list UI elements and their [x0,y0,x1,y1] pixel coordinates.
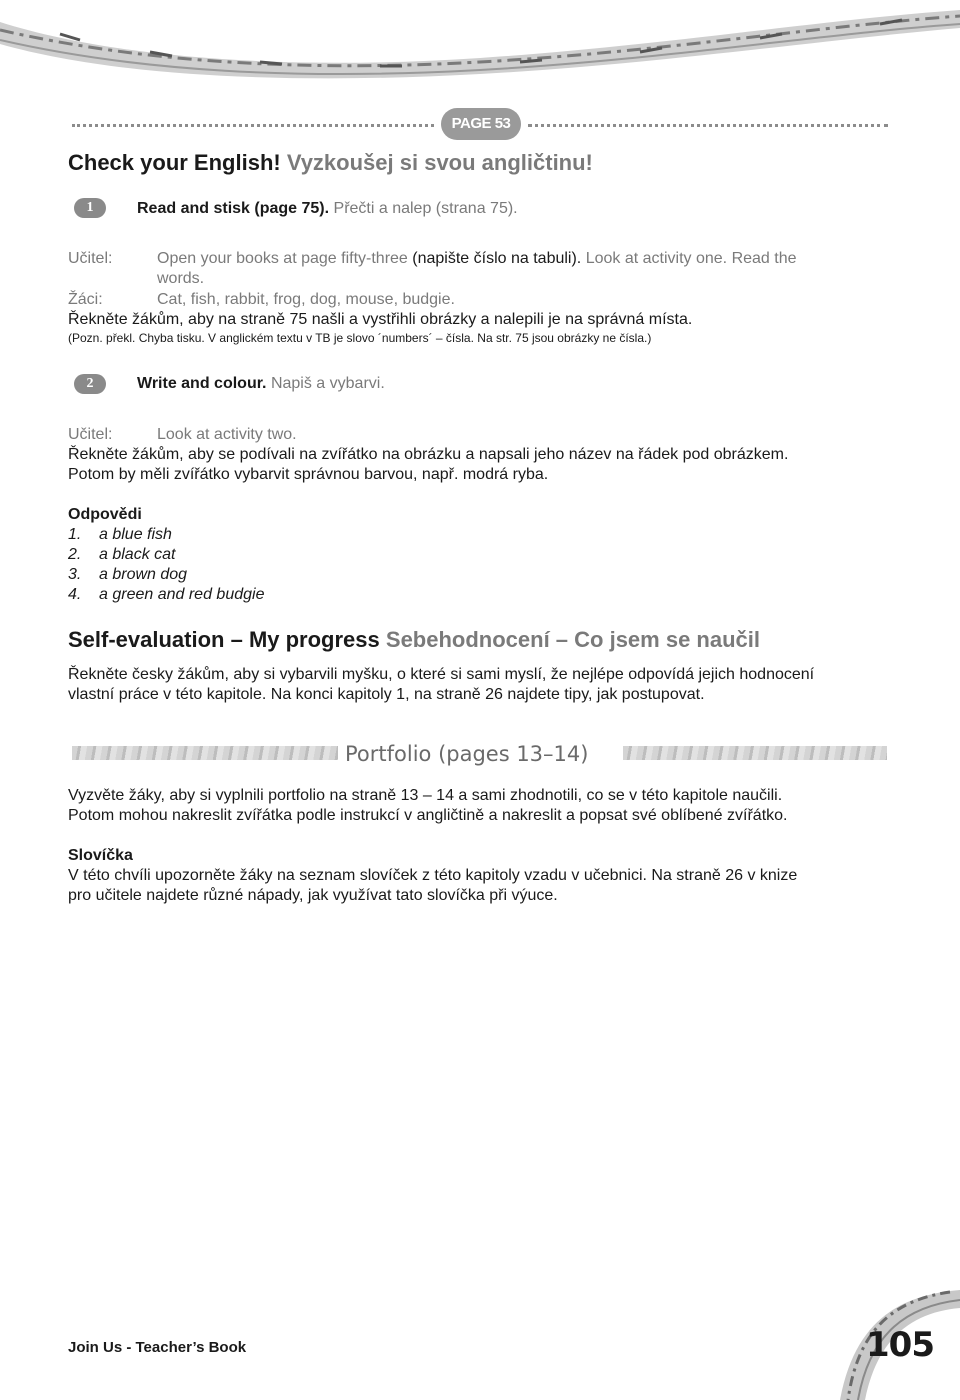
self-evaluation-line-2: vlastní práce v této kapitole. Na konci kapitoly 1, na straně 26 najdete tipy, jak postupovat. [68,686,705,703]
vocabulary-heading: Slovíčka [68,847,133,864]
self-evaluation-heading [68,627,760,653]
activity-number-badge: 1 [74,198,106,218]
title-cz: Vyzkoušej si svou angličtinu! [286,150,593,175]
activity-2-instruction-2: Potom by měli zvířátko vybarvit správnou barvou, např. modrá ryba. [68,466,549,483]
answers-list [68,525,264,605]
activity-2-title [137,375,385,393]
activity-1-instruction: Řekněte žákům, aby na straně 75 našli a vystřihli obrázky a nalepili je na správná místa. [68,311,693,328]
portfolio-heading: Portfolio (pages 13–14) [345,742,589,766]
self-evaluation-en: Self-evaluation – My progress [68,627,380,652]
teacher-text-en-2: Look at activity one. Read the [585,250,797,267]
vocabulary-line-2: pro učitele najdete různé nápady, jak využívat tato slovíčka při výuce. [68,887,558,904]
dotted-rule-left [72,124,434,127]
activity-1-en: Read and stisk (page 75). [137,200,330,217]
list-item: 1. a blue fish [68,526,172,543]
activity-1-title [137,200,518,218]
teacher-text: Look at activity two. [157,426,297,443]
vocabulary-line-1: V této chvíli upozorněte žáky na seznam slovíček z této kapitoly vzadu v učebnici. Na straně 26 v knize [68,867,798,884]
activity-2-cz: Napiš a vybarvi. [270,375,385,392]
page-title [68,150,593,176]
teacher-text-wrap: words. [157,270,205,287]
teacher-text-en: Open your books at page fifty-three [157,250,408,267]
footer-book-title: Join Us - Teacher’s Book [68,1339,247,1356]
activity-number-badge: 2 [74,374,106,394]
teacher-label: Učitel: [68,426,113,443]
activity-2-en: Write and colour. [137,375,267,392]
portfolio-line-1: Vyzvěte žáky, aby si vyplnili portfolio na straně 13 – 14 a sami zhodnotili, co se v této kapitole naučili. [68,787,783,804]
self-evaluation-cz: Sebehodnocení – Co jsem se naučil [385,627,760,652]
self-evaluation-line-1: Řekněte česky žákům, aby si vybarvili myšku, o které si sami myslí, že nejlépe odpovídá jejich hodnocení [68,666,815,683]
answers-heading: Odpovědi [68,506,142,523]
list-item: 4. a green and red budgie [68,586,265,603]
activity-1-cz: Přečti a nalep (strana 75). [333,200,518,217]
portfolio-stripe-right [623,746,887,760]
pupils-text: Cat, fish, rabbit, frog, dog, mouse, budgie. [157,291,455,308]
translator-note: (Pozn. překl. Chyba tisku. V anglickém textu v TB je slovo ´numbers´ – čísla. Na str. 75 jsou obrázky ne čísla.) [68,331,652,345]
teacher-text-cz: (napište číslo na tabuli). [412,250,582,267]
portfolio-line-2: Potom mohou nakreslit zvířátka podle instrukcí v angličtině a nakreslit a popsat své oblíbené zvířátko. [68,807,788,824]
list-item: 2. a black cat [68,546,176,563]
title-en: Check your English! [68,150,281,175]
activity-2-instruction-1: Řekněte žákům, aby se podívali na zvířátko na obrázku a napsali jeho název na řádek pod obrázkem. [68,446,789,463]
teacher-label: Učitel: [68,250,113,267]
page-number: 105 [866,1325,934,1365]
decorative-header-banner [0,0,960,95]
pupils-label: Žáci: [68,291,103,308]
list-item: 3. a brown dog [68,566,188,583]
portfolio-stripe-left [72,746,338,760]
teacher-line [157,249,877,269]
dotted-rule-right [528,124,888,127]
page-tag: PAGE 53 [441,108,521,140]
